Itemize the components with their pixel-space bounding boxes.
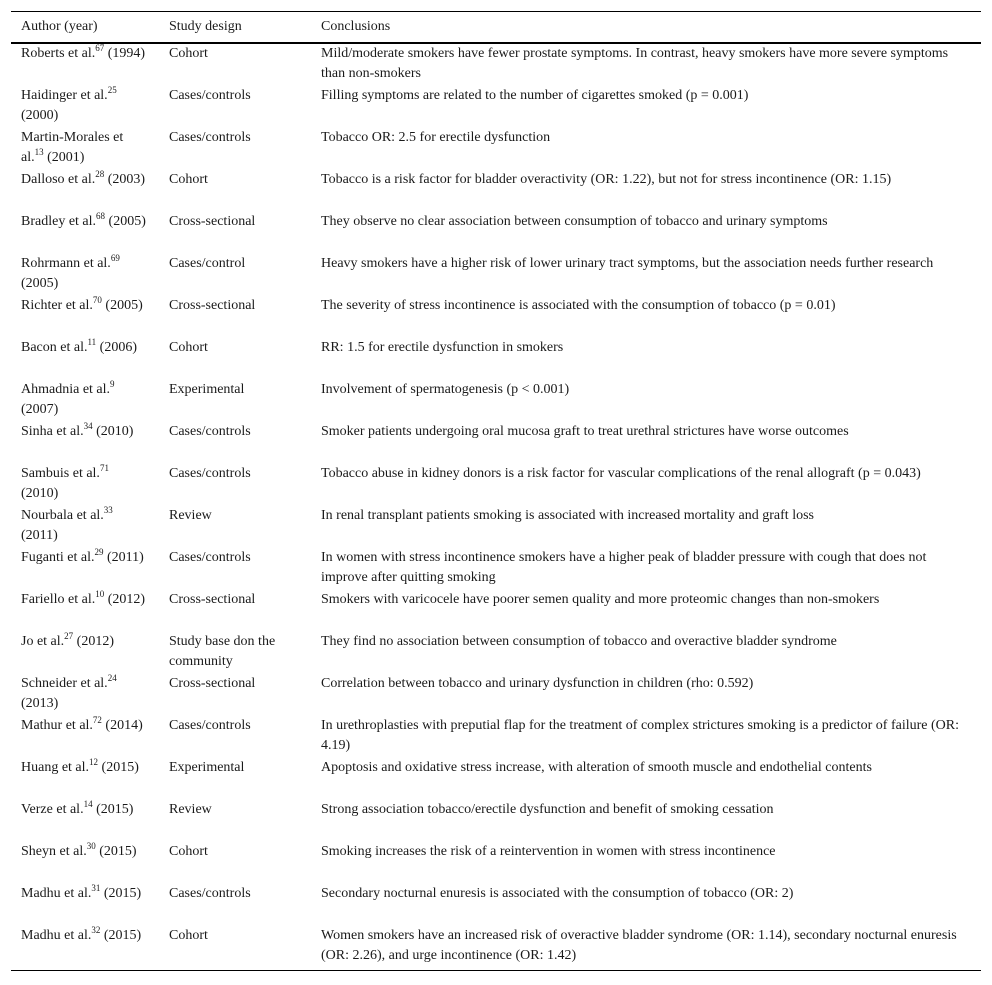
author-cell — [11, 464, 159, 506]
reference-number: 30 — [86, 842, 96, 851]
table-row — [11, 674, 981, 716]
author-cell — [11, 758, 159, 800]
author-cell — [11, 926, 159, 971]
reference-number: 29 — [94, 548, 104, 557]
design-cell: Cross-sectional — [169, 592, 256, 607]
author-name: Madhu et al. — [21, 928, 92, 943]
author-name: Martin-Morales et al. — [21, 130, 124, 165]
author-name: Ahmadnia et al. — [21, 382, 111, 397]
author-cell — [11, 800, 159, 842]
publication-year: (2011) — [21, 528, 58, 543]
author-cell — [11, 296, 159, 338]
design-cell: Cases/controls — [169, 886, 251, 901]
reference-number: 72 — [92, 716, 102, 725]
reference-number: 70 — [92, 296, 102, 305]
author-name: Dalloso et al. — [21, 172, 96, 187]
author-name: Madhu et al. — [21, 886, 92, 901]
conclusion-cell: Mild/moderate smokers have fewer prostate symptoms. In contrast, heavy smokers have more severe symptoms than non-smokers — [321, 46, 949, 81]
publication-year: (2001) — [47, 150, 85, 165]
table-row — [11, 422, 981, 464]
conclusion-cell: Secondary nocturnal enuresis is associated with the consumption of tobacco (OR: 2) — [321, 886, 794, 901]
publication-year: (2010) — [96, 424, 134, 439]
table-row — [11, 380, 981, 422]
reference-number: 34 — [83, 422, 93, 431]
design-cell: Cross-sectional — [169, 214, 256, 229]
author-cell — [11, 128, 159, 170]
publication-year: (2006) — [99, 340, 137, 355]
table-row — [11, 170, 981, 212]
table-row — [11, 842, 981, 884]
author-cell — [11, 338, 159, 380]
table-row — [11, 464, 981, 506]
author-cell — [11, 716, 159, 758]
reference-number: 67 — [95, 43, 105, 53]
reference-number: 9 — [110, 380, 115, 389]
table-row — [11, 716, 981, 758]
conclusion-cell: Smoker patients undergoing oral mucosa graft to treat urethral strictures have worse outcomes — [321, 424, 849, 439]
author-cell — [11, 170, 159, 212]
design-cell: Experimental — [169, 382, 245, 397]
reference-number: 25 — [107, 86, 117, 95]
publication-year: (2015) — [101, 760, 139, 775]
design-cell: Cases/controls — [169, 130, 251, 145]
author-name: Fuganti et al. — [21, 550, 95, 565]
conclusion-cell: They find no association between consumption of tobacco and overactive bladder syndrome — [321, 634, 837, 649]
header-design: Study design — [159, 12, 311, 44]
design-cell: Cases/controls — [169, 88, 251, 103]
author-cell — [11, 842, 159, 884]
design-cell: Study base don the community — [169, 634, 276, 669]
author-cell — [11, 254, 159, 296]
publication-year: (2005) — [108, 214, 146, 229]
conclusion-cell: Smoking increases the risk of a reintervention in women with stress incontinence — [321, 844, 776, 859]
publication-year: (2007) — [21, 402, 59, 417]
header-conclusions: Conclusions — [311, 12, 981, 44]
design-cell: Cases/controls — [169, 550, 251, 565]
table-row — [11, 632, 981, 674]
publication-year: (1994) — [107, 46, 146, 61]
publication-year: (2012) — [107, 592, 146, 607]
author-name: Bacon et al. — [21, 340, 88, 355]
conclusion-cell: Smokers with varicocele have poorer semen quality and more proteomic changes than non-smokers — [321, 592, 880, 607]
design-cell: Review — [169, 508, 212, 523]
conclusion-cell: Tobacco is a risk factor for bladder overactivity (OR: 1.22), but not for stress incontinence (OR: 1.15) — [321, 172, 892, 187]
conclusion-cell: In urethroplasties with preputial flap for the treatment of complex strictures smoking is a predictor of failure (OR: 4.19) — [321, 718, 959, 753]
author-cell — [11, 632, 159, 674]
publication-year: (2000) — [21, 108, 59, 123]
publication-year: (2010) — [21, 486, 59, 501]
design-cell: Cases/controls — [169, 466, 251, 481]
table-row — [11, 212, 981, 254]
publication-year: (2015) — [103, 928, 142, 943]
publication-year: (2015) — [99, 844, 137, 859]
conclusion-cell: Apoptosis and oxidative stress increase, with alteration of smooth muscle and endothelial contents — [321, 760, 872, 775]
table-row — [11, 43, 981, 86]
design-cell: Cross-sectional — [169, 298, 256, 313]
author-name: Rohrmann et al. — [21, 256, 111, 271]
table-row — [11, 926, 981, 971]
studies-table — [11, 11, 981, 971]
reference-number: 28 — [95, 170, 105, 179]
design-cell: Cohort — [169, 340, 208, 355]
reference-number: 33 — [103, 506, 113, 515]
design-cell: Cohort — [169, 844, 208, 859]
conclusion-cell: RR: 1.5 for erectile dysfunction in smokers — [321, 340, 564, 355]
author-name: Roberts et al. — [21, 46, 96, 61]
reference-number: 14 — [83, 800, 93, 809]
publication-year: (2005) — [21, 276, 59, 291]
conclusion-cell: In women with stress incontinence smokers have a higher peak of bladder pressure with cough that does not improve after quitting smoking — [321, 550, 927, 585]
design-cell: Cases/control — [169, 256, 246, 271]
design-cell: Cohort — [169, 172, 208, 187]
publication-year: (2014) — [105, 718, 143, 733]
author-name: Schneider et al. — [21, 676, 108, 691]
author-cell — [11, 548, 159, 590]
table-row — [11, 86, 981, 128]
publication-year: (2015) — [103, 886, 142, 901]
design-cell: Cross-sectional — [169, 676, 256, 691]
table-body — [11, 43, 981, 971]
table-row — [11, 506, 981, 548]
author-cell — [11, 43, 159, 86]
reference-number: 32 — [91, 926, 101, 935]
table-row — [11, 758, 981, 800]
design-cell: Cohort — [169, 46, 208, 61]
publication-year: (2003) — [107, 172, 146, 187]
conclusion-cell: Tobacco OR: 2.5 for erectile dysfunction — [321, 130, 551, 145]
reference-number: 71 — [99, 464, 109, 473]
author-cell — [11, 506, 159, 548]
author-name: Jo et al. — [21, 634, 65, 649]
conclusion-cell: They observe no clear association between consumption of tobacco and urinary symptoms — [321, 214, 828, 229]
reference-number: 12 — [89, 758, 99, 767]
table-row — [11, 884, 981, 926]
publication-year: (2005) — [105, 298, 143, 313]
author-name: Verze et al. — [21, 802, 84, 817]
author-name: Fariello et al. — [21, 592, 96, 607]
table-row — [11, 128, 981, 170]
author-name: Huang et al. — [21, 760, 90, 775]
reference-number: 11 — [87, 338, 97, 347]
author-name: Richter et al. — [21, 298, 93, 313]
conclusion-cell: The severity of stress incontinence is associated with the consumption of tobacco (p = 0.01) — [321, 298, 836, 313]
publication-year: (2012) — [76, 634, 114, 649]
author-cell — [11, 674, 159, 716]
reference-number: 69 — [110, 254, 120, 263]
author-name: Bradley et al. — [21, 214, 97, 229]
author-cell — [11, 884, 159, 926]
design-cell: Review — [169, 802, 212, 817]
conclusion-cell: Filling symptoms are related to the number of cigarettes smoked (p = 0.001) — [321, 88, 749, 103]
publication-year: (2015) — [96, 802, 134, 817]
header-author: Author (year) — [11, 12, 159, 44]
conclusion-cell: Heavy smokers have a higher risk of lower urinary tract symptoms, but the association needs further research — [321, 256, 934, 271]
reference-number: 24 — [107, 674, 117, 683]
design-cell: Experimental — [169, 760, 245, 775]
conclusion-cell: Tobacco abuse in kidney donors is a risk factor for vascular complications of the renal allograft (p = 0.043) — [321, 466, 921, 481]
table-row — [11, 296, 981, 338]
author-name: Sambuis et al. — [21, 466, 100, 481]
reference-number: 27 — [64, 632, 74, 641]
author-cell — [11, 212, 159, 254]
author-name: Sheyn et al. — [21, 844, 87, 859]
author-cell — [11, 86, 159, 128]
table-row — [11, 254, 981, 296]
author-name: Sinha et al. — [21, 424, 84, 439]
header-row — [11, 12, 981, 44]
conclusion-cell: Involvement of spermatogenesis (p < 0.001) — [321, 382, 570, 397]
author-cell — [11, 590, 159, 632]
author-cell — [11, 422, 159, 464]
conclusion-cell: Correlation between tobacco and urinary dysfunction in children (rho: 0.592) — [321, 676, 754, 691]
reference-number: 13 — [34, 147, 44, 157]
reference-number: 31 — [91, 884, 101, 893]
author-name: Mathur et al. — [21, 718, 93, 733]
conclusion-cell: In renal transplant patients smoking is associated with increased mortality and graft loss — [321, 508, 814, 523]
reference-number: 10 — [95, 590, 105, 599]
reference-number: 68 — [96, 212, 106, 221]
table-row — [11, 590, 981, 632]
table-row — [11, 548, 981, 590]
author-name: Haidinger et al. — [21, 88, 108, 103]
design-cell: Cases/controls — [169, 424, 251, 439]
design-cell: Cohort — [159, 926, 311, 971]
publication-year: (2011) — [107, 550, 144, 565]
table-row — [11, 338, 981, 380]
author-cell — [11, 380, 159, 422]
author-name: Nourbala et al. — [21, 508, 104, 523]
publication-year: (2013) — [21, 696, 59, 711]
conclusion-cell: Strong association tobacco/erectile dysfunction and benefit of smoking cessation — [321, 802, 774, 817]
conclusion-cell: Women smokers have an increased risk of overactive bladder syndrome (OR: 1.14), secondary nocturnal enuresis (OR: 2.26), and urge incontinence (OR: 1.42) — [311, 926, 981, 971]
design-cell: Cases/controls — [169, 718, 251, 733]
table-row — [11, 800, 981, 842]
